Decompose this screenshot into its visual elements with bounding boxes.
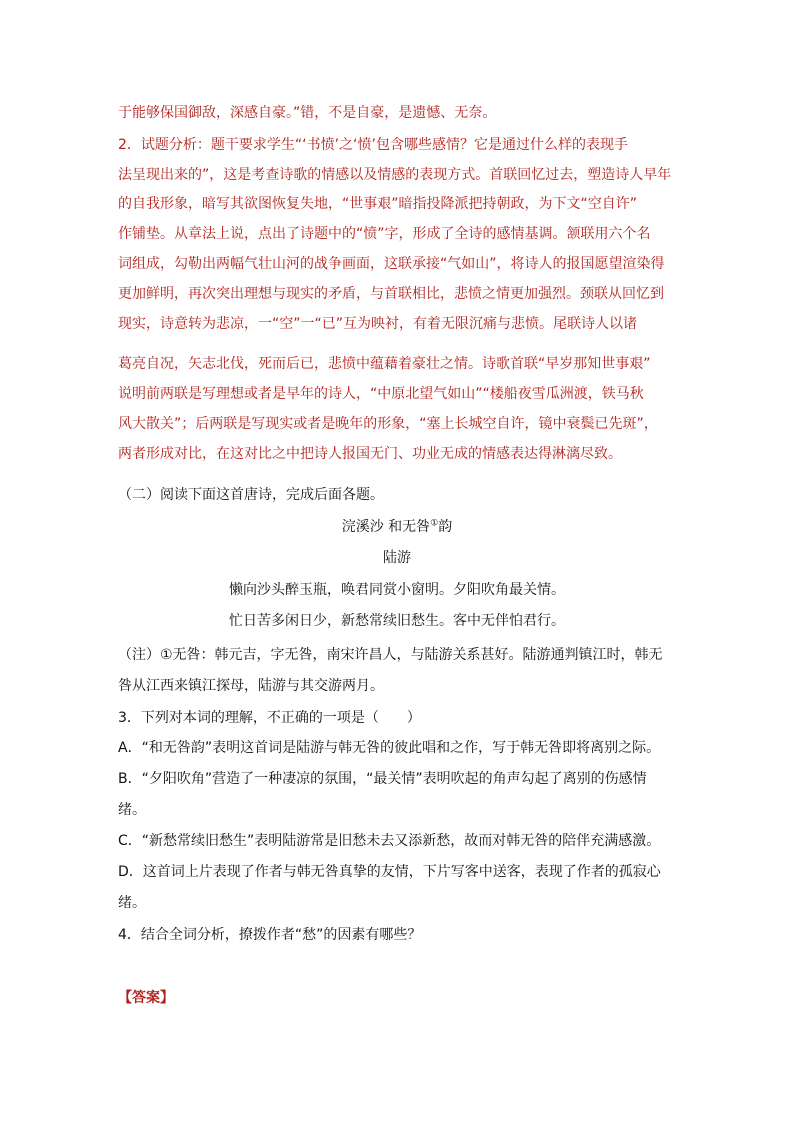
poem-line-2: 忙日苦多闲日少，新愁常续旧愁生。客中无伴怕君行。 (229, 613, 565, 629)
analysis-line-2: 2．试题分析：题干要求学生“‘书愤’之‘愤’包含哪些感情？它是通过什么样的表现手 (118, 137, 628, 153)
question-3-option-b-cont: 绪。 (118, 802, 146, 818)
analysis-line-9: 葛亮自况，矢志北伐，死而后已，悲愤中蕴藉着豪壮之情。诗歌首联“早岁那知世事艰” (118, 356, 651, 372)
poem-title-suffix: 韵 (438, 519, 453, 535)
note-line-2: 咎从江西来镇江探母，陆游与其交游两月。 (118, 678, 384, 694)
question-3-stem: 3．下列对本词的理解，不正确的一项是（ ） (118, 710, 421, 726)
section-heading: （二）阅读下面这首唐诗，完成后面各题。 (118, 487, 384, 503)
note-line-1: （注）①无咎：韩元吉，字无咎，南宋许昌人，与陆游关系甚好。陆游通判镇江时，韩无 (118, 647, 663, 663)
poem-title (0, 517, 794, 537)
question-3-option-a: A．“和无咎韵”表明这首词是陆游与韩无咎的彼此唱和之作，写于韩无咎即将离别之际。 (118, 740, 661, 756)
poem-author: 陆游 (383, 550, 411, 566)
question-3-option-c: C．“新愁常续旧愁生”表明陆游常是旧愁未去又添新愁，故而对韩无咎的陪伴充满感激。 (118, 833, 661, 849)
question-4-stem: 4．结合全词分析，撩拨作者“愁”的因素有哪些？ (118, 927, 422, 943)
analysis-line-1: 于能够保国御敌，深感自豪。”错，不是自豪，是遗憾、无奈。 (118, 105, 497, 121)
question-3-option-d: D．这首词上片表现了作者与韩无咎真挚的友情，下片写客中送客，表现了作者的孤寂心 (118, 864, 661, 880)
answer-label: 【答案】 (118, 990, 174, 1006)
poem-title-main: 浣溪沙 和无咎 (341, 519, 431, 535)
analysis-line-7: 更加鲜明，再次突出理想与现实的矛盾，与首联相比，悲愤之情更加强烈。颈联从回忆到 (118, 286, 664, 302)
analysis-line-11: 风大散关”；后两联是写现实或者是晚年的形象，“塞上长城空自许，镜中衰鬓已先斑”， (118, 416, 658, 432)
poem-title-footnote-mark: ① (430, 518, 439, 529)
analysis-line-4: 的自我形象，暗写其欲图恢复失地，“世事艰”暗指投降派把持朝政，为下文“空自许” (118, 196, 638, 212)
analysis-line-8: 现实，诗意转为悲凉，一“空”一“已”互为映衬，有着无限沉痛与悲愤。尾联诗人以诸 (118, 316, 638, 332)
analysis-line-6: 词组成，勾勒出两幅气壮山河的战争画面，这联承接“气如山”，将诗人的报国愿望渲染得 (118, 256, 665, 272)
analysis-line-5: 作铺垫。从章法上说，点出了诗题中的“愤”字，形成了全诗的感情基调。颔联用六个名 (118, 226, 651, 242)
analysis-line-3: 法呈现出来的”，这是考查诗歌的情感以及情感的表现方式。首联回忆过去，塑造诗人早年 (118, 167, 672, 183)
analysis-line-12: 两者形成对比，在这对比之中把诗人报国无门、功业无成的情感表达得淋漓尽致。 (118, 446, 622, 462)
question-3-option-d-cont: 绪。 (118, 895, 146, 911)
question-3-option-b: B．“夕阳吹角”营造了一种凄凉的氛围，“最关情”表明吹起的角声勾起了离别的伤感情 (118, 771, 647, 787)
analysis-line-10: 说明前两联是写理想或者是早年的诗人，“中原北望气如山”“楼船夜雪瓜洲渡，铁马秋 (118, 386, 644, 402)
poem-line-1: 懒向沙头醉玉瓶，唤君同赏小窗明。夕阳吹角最关情。 (229, 582, 565, 598)
